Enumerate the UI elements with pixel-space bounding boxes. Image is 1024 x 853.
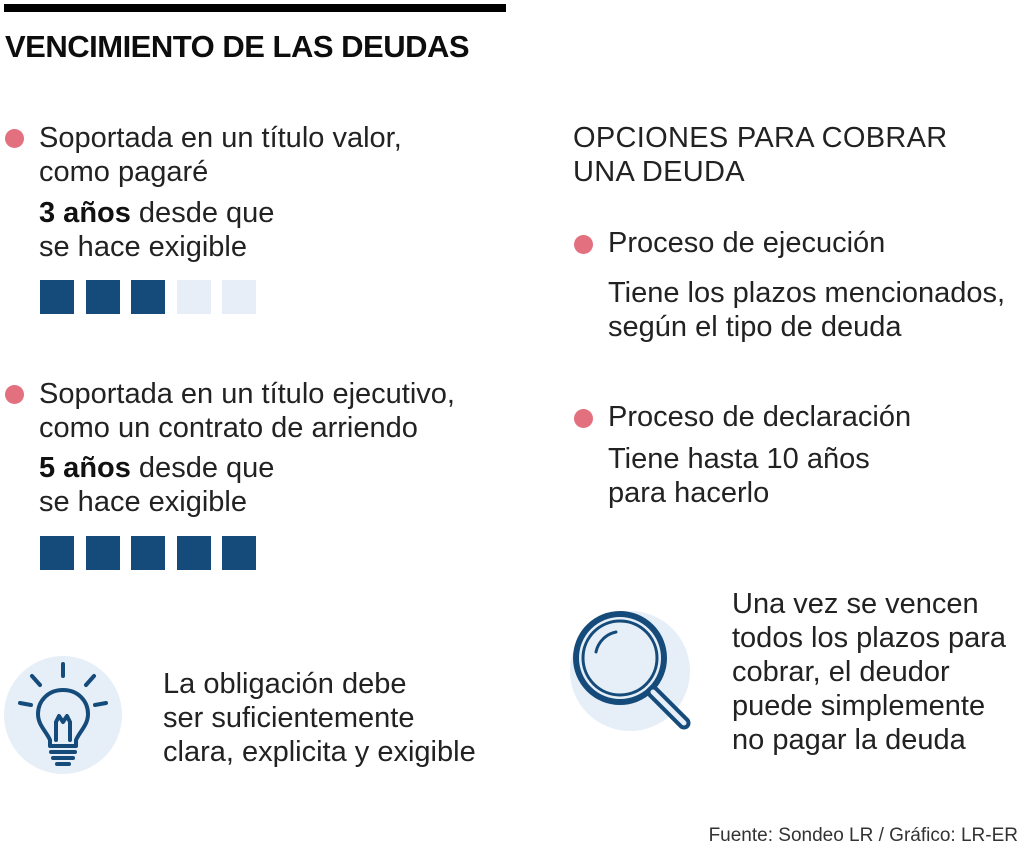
year-square-filled [40,280,74,314]
term-text: desde que [130,452,275,484]
option-title: Proceso de ejecución [608,227,886,259]
item-term [39,196,274,264]
item-description [39,377,455,445]
year-square-filled [131,536,165,570]
option-line: Tiene los plazos mencionados, [608,277,1006,309]
obligation-note [163,667,476,769]
option-line: para hacerlo [608,477,770,509]
lightbulb-icon [4,656,122,774]
year-square-empty [177,280,211,314]
year-square-empty [222,280,256,314]
note-line: ser suficientemente [163,702,415,734]
item-description [39,121,402,189]
option-line: Tiene hasta 10 años [608,443,870,475]
note-line: puede simplemente [732,690,986,722]
item-line: Soportada en un título ejecutivo, [39,378,455,410]
title-rule [4,4,506,12]
year-square-filled [131,280,165,314]
magnifier-icon [566,606,696,736]
heading-line: UNA DEUDA [573,156,745,188]
expiry-note [732,587,1006,757]
heading-line: OPCIONES PARA COBRAR [573,122,948,154]
note-line: cobrar, el deudor [732,656,950,688]
year-square-filled [222,536,256,570]
term-text: se hace exigible [39,231,247,263]
note-line: Una vez se vencen [732,588,979,620]
item-line: Soportada en un título valor, [39,122,402,154]
term-years: 5 años [39,452,131,484]
bullet-dot [574,235,593,254]
year-square-filled [40,536,74,570]
page-title: VENCIMIENTO DE LAS DEUDAS [5,29,470,64]
option-line: según el tipo de deuda [608,311,902,343]
term-text: desde que [130,197,275,229]
item-line: como un contrato de arriendo [39,412,418,444]
option-description [608,276,1005,344]
note-line: clara, explicita y exigible [163,736,476,768]
source-credit: Fuente: Sondeo LR / Gráfico: LR-ER [708,825,1018,846]
bullet-dot [574,409,593,428]
item-term [39,451,274,519]
option-title: Proceso de declaración [608,401,912,433]
year-square-filled [86,536,120,570]
option-description [608,442,870,510]
term-years: 3 años [39,197,131,229]
bullet-dot [5,385,24,404]
note-line: no pagar la deuda [732,724,966,756]
note-line: La obligación debe [163,668,407,700]
year-square-filled [177,536,211,570]
bullet-dot [5,129,24,148]
item-line: como pagaré [39,156,209,188]
term-text: se hace exigible [39,486,247,518]
note-line: todos los plazos para [732,622,1007,654]
options-heading [573,121,948,189]
year-square-filled [86,280,120,314]
